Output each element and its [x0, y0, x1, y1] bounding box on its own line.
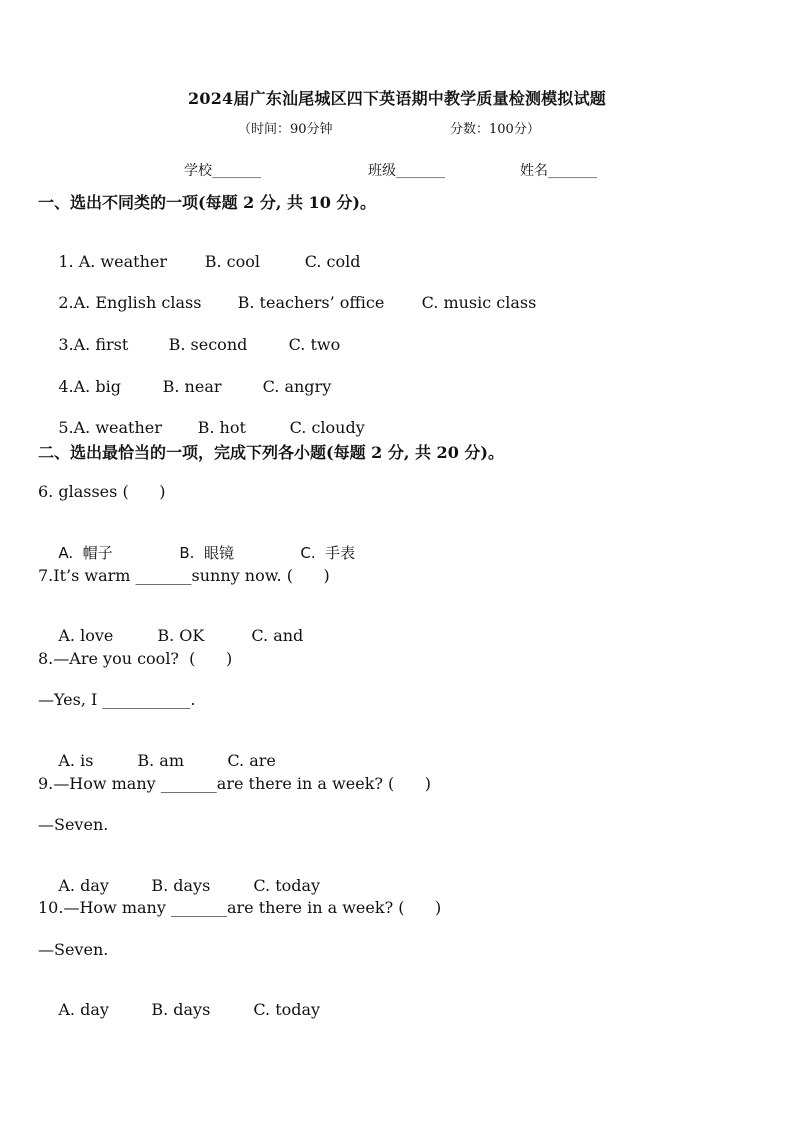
- option-a: A. weather: [73, 418, 162, 437]
- question-10-stem: 10.—How many _______are there in a week? ( ): [38, 898, 442, 917]
- option-a: A. is: [58, 751, 94, 770]
- question-10-options: [38, 981, 320, 1038]
- option-b: B. 眼镜: [179, 544, 234, 562]
- question-6-stem: 6. glasses ( ): [38, 482, 166, 501]
- option-c: C. today: [253, 1000, 321, 1019]
- exam-score: 分数：100分）: [450, 122, 540, 137]
- option-c: C. are: [227, 751, 276, 770]
- school-field: 学校_______: [184, 163, 261, 179]
- option-c: C. two: [288, 335, 341, 354]
- question-7-stem: 7.It’s warm _______sunny now. ( ): [38, 566, 330, 585]
- option-b: B. cool: [204, 252, 260, 271]
- option-a: A. love: [58, 626, 114, 645]
- question-9-stem: 9.—How many _______are there in a week? ( ): [38, 774, 432, 793]
- option-a: A. big: [73, 377, 121, 396]
- option-c: C. cloudy: [289, 418, 365, 437]
- question-number: 5.: [58, 418, 74, 437]
- option-c: C. and: [251, 626, 304, 645]
- question-number: 2.: [58, 293, 74, 312]
- option-b: B. days: [151, 876, 211, 895]
- option-b: B. OK: [157, 626, 205, 645]
- section2-heading: 二、选出最恰当的一项，完成下列各小题(每题 2 分, 共 20 分)。: [38, 443, 504, 462]
- name-field: 姓名_______: [520, 163, 597, 179]
- option-c: C. cold: [304, 252, 361, 271]
- question-8-stem: 8.—Are you cool? ( ): [38, 649, 233, 668]
- option-a: A. English class: [73, 293, 202, 312]
- question-number: 3.: [58, 335, 74, 354]
- option-a: A. weather: [78, 252, 167, 271]
- option-a: A. 帽子: [58, 544, 113, 562]
- option-a: A. first: [73, 335, 129, 354]
- exam-time: （时间：90分钟: [238, 122, 333, 137]
- option-b: B. am: [137, 751, 184, 770]
- question-10-answer-line: —Seven.: [38, 940, 109, 959]
- option-b: B. hot: [197, 418, 246, 437]
- option-c: C. today: [253, 876, 321, 895]
- question-number: 1.: [58, 252, 79, 271]
- option-c: C. 手表: [300, 544, 356, 562]
- option-a: A. day: [58, 1000, 109, 1019]
- question-8-answer-line: —Yes, I ___________.: [38, 690, 196, 709]
- section1-heading: 一、选出不同类的一项(每题 2 分, 共 10 分)。: [38, 193, 376, 212]
- question-number: 4.: [58, 377, 74, 396]
- page-title: 2024届广东汕尾城区四下英语期中教学质量检测模拟试题: [188, 89, 606, 108]
- option-b: B. second: [168, 335, 248, 354]
- option-b: B. teachers’ office: [237, 293, 385, 312]
- option-c: C. music class: [421, 293, 537, 312]
- option-c: C. angry: [262, 377, 332, 396]
- option-a: A. day: [58, 876, 109, 895]
- question-9-answer-line: —Seven.: [38, 815, 109, 834]
- class-field: 班级_______: [368, 163, 445, 179]
- option-b: B. near: [162, 377, 222, 396]
- option-b: B. days: [151, 1000, 211, 1019]
